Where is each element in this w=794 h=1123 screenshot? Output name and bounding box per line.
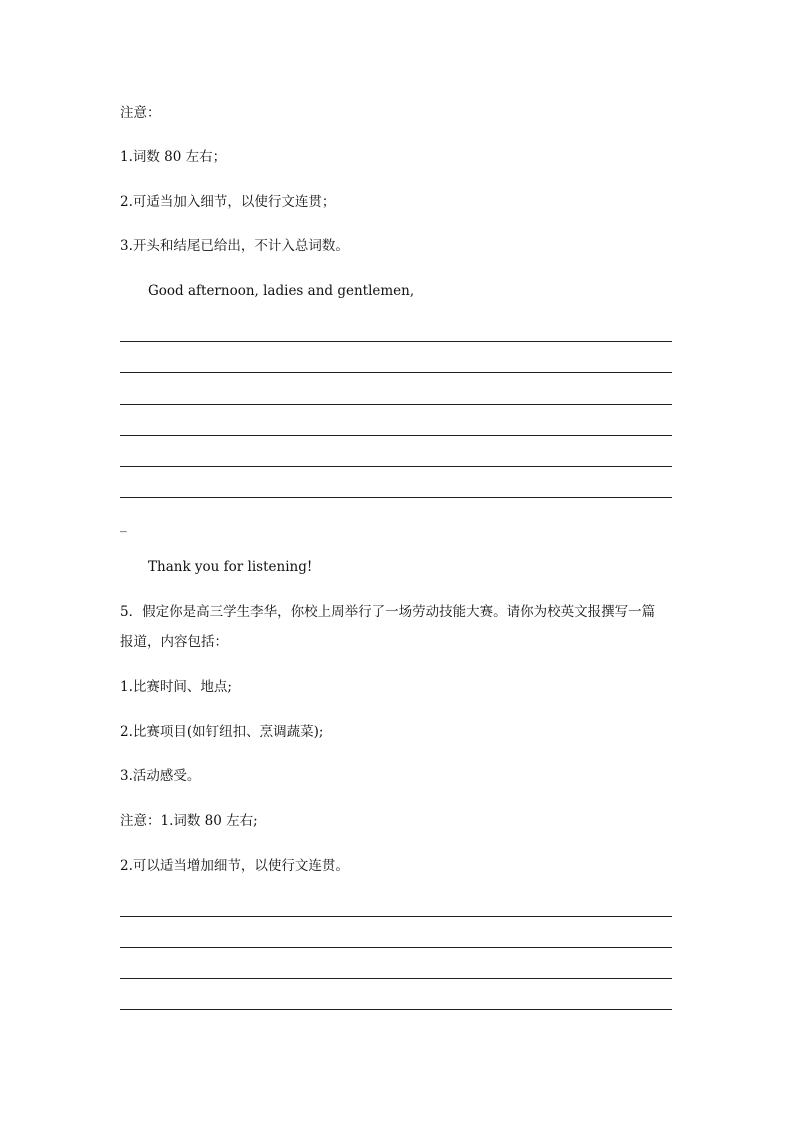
answer-line — [120, 1009, 672, 1010]
note-2: 2.可以适当增加细节，以使行文连贯。 — [120, 858, 349, 874]
blank-dash: _ — [120, 517, 127, 533]
content-item-3: 3.活动感受。 — [120, 768, 201, 784]
answer-line — [120, 404, 672, 405]
note-heading: 注意： — [120, 105, 161, 121]
answer-line — [120, 947, 672, 948]
answer-line — [120, 341, 672, 342]
note-1: 注意：1.词数 80 左右; — [120, 813, 258, 829]
requirement-1: 1.词数 80 左右； — [120, 149, 227, 165]
content-item-2: 2.比赛项目(如钉纽扣、烹调蔬菜); — [120, 724, 324, 740]
content-item-1: 1.比赛时间、地点; — [120, 679, 232, 695]
requirement-2: 2.可适当加入细节，以使行文连贯； — [120, 194, 336, 210]
question-5-prompt-cont: 报道，内容包括： — [120, 634, 228, 650]
answer-line — [120, 372, 672, 373]
requirement-3: 3.开头和结尾已给出，不计入总词数。 — [120, 238, 349, 254]
closing-line: Thank you for listening! — [148, 559, 313, 575]
answer-line — [120, 978, 672, 979]
answer-line — [120, 466, 672, 467]
question-5-prompt: 5．假定你是高三学生李华，你校上周举行了一场劳动技能大赛。请你为校英文报撰写一篇 — [120, 604, 656, 620]
answer-line — [120, 916, 672, 917]
answer-line — [120, 435, 672, 436]
answer-line — [120, 497, 672, 498]
opening-line: Good afternoon, ladies and gentlemen, — [148, 283, 415, 299]
